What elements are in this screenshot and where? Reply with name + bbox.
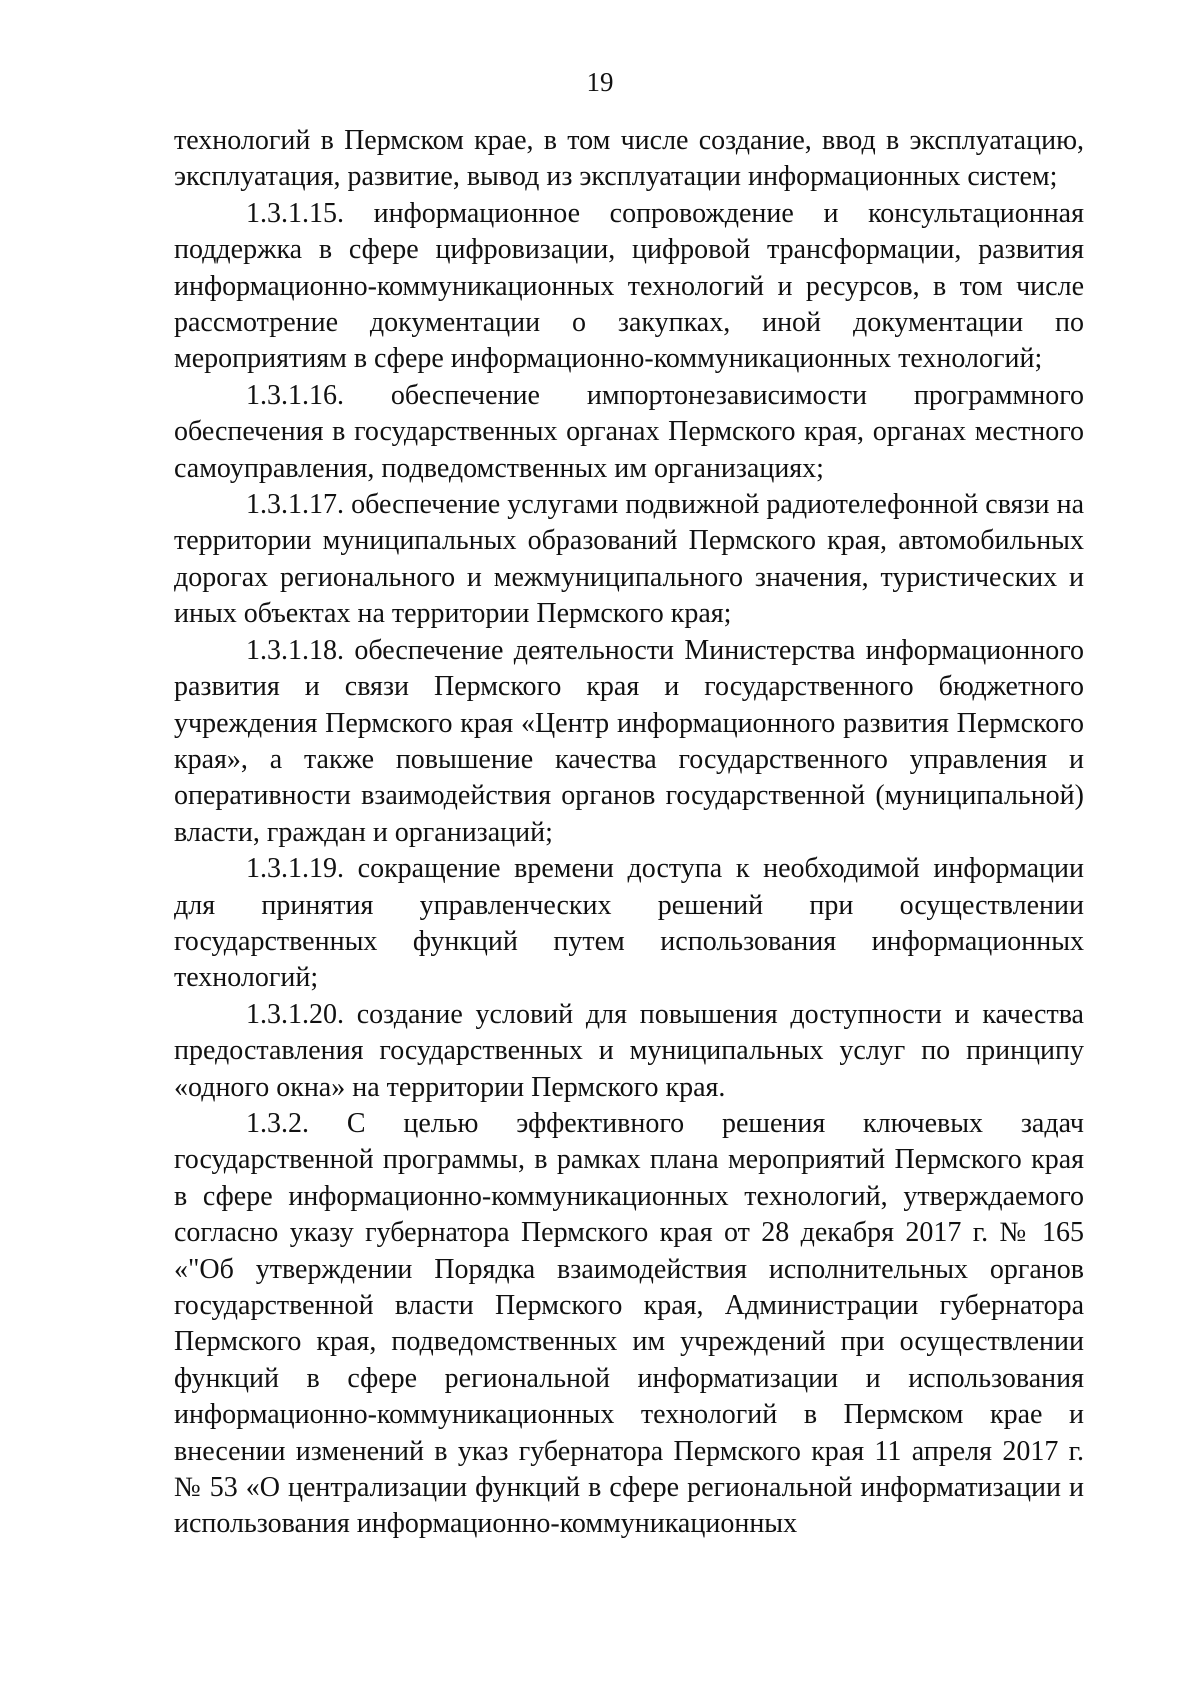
- paragraph-1-3-1-20: 1.3.1.20. создание условий для повышения доступности и качества предоставления государственных и муниципальных услуг по принципу «одного окна» на территории Пермского края.: [174, 998, 1084, 1103]
- paragraph-1-3-2: 1.3.2. С целью эффективного решения ключевых задач государственной программы, в рамках плана мероприятий Пермского края в сфере информационно-коммуникационных технологий, утверждаемого согласно указу губернатора Пермского края от 28 декабря 2017 г. № 165 «"Об утверждении Порядка взаимодействия исполнительных органов государственной власти Пермского края, Администрации губернатора Пермского края, подведомственных им учреждений при осуществлении функций в сфере региональной информатизации и использования информационно-коммуникационных технологий в Пермском крае и внесении изменений в указ губернатора Пермского края 11 апреля 2017 г. № 53 «О централизации функций в сфере региональной информатизации и использования информационно-коммуникационных: [174, 1107, 1084, 1540]
- paragraph-1-3-1-19: 1.3.1.19. сокращение времени доступа к необходимой информации для принятия управленческих решений при осуществлении государственных функций путем использования информационных технологий;: [174, 853, 1084, 994]
- paragraph-1-3-1-15: 1.3.1.15. информационное сопровождение и консультационная поддержка в сфере цифровизации, цифровой трансформации, развития информационно-коммуникационных технологий и ресурсов, в том числе рассмотрение документации о закупках, иной документации по мероприятиям в сфере информационно-коммуникационных технологий;: [174, 197, 1084, 375]
- paragraph-1-3-1-17: 1.3.1.17. обеспечение услугами подвижной радиотелефонной связи на территории муниципальных образований Пермского края, автомобильных дорогах регионального и межмуниципального значения, туристических и иных объектах на территории Пермского края;: [174, 489, 1084, 630]
- paragraph-1-3-1-16: 1.3.1.16. обеспечение импортонезависимости программного обеспечения в государственных органах Пермского края, органах местного самоуправления, подведомственных им организациях;: [174, 379, 1084, 484]
- paragraph-continuation: технологий в Пермском крае, в том числе создание, ввод в эксплуатацию, эксплуатация, развитие, вывод из эксплуатации информационных систем;: [174, 125, 1084, 193]
- page-number: 19: [586, 67, 614, 97]
- paragraph-1-3-1-18: 1.3.1.18. обеспечение деятельности Министерства информационного развития и связи Пермского края и государственного бюджетного учреждения Пермского края «Центр информационного развития Пермского края», а также повышение качества государственного управления и оперативности взаимодействия органов государственной (муниципальной) власти, граждан и организаций;: [174, 634, 1084, 848]
- document-body: [174, 123, 1084, 1543]
